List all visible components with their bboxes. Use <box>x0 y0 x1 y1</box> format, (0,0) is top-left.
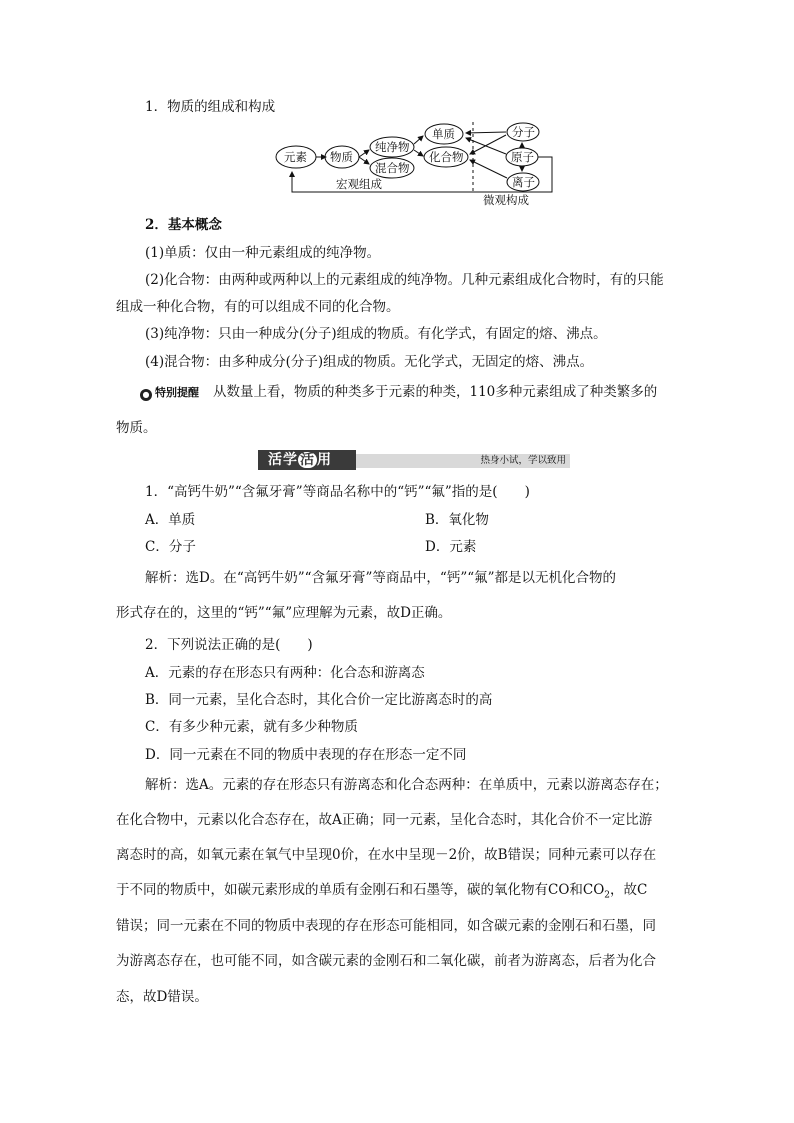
label-hunhewu: 混合物 <box>375 161 410 175</box>
banner-subtitle: 热身小试，学以致用 <box>480 455 566 466</box>
label-huahewu: 化合物 <box>429 150 464 164</box>
option-a: A．元素的存在形态只有两种：化合态和游离态 <box>145 665 425 681</box>
composition-diagram <box>270 120 560 208</box>
tip-icon: ● <box>140 389 152 401</box>
tip-label: 特别提醒 <box>155 386 199 399</box>
section-title: 2．基本概念 <box>145 217 222 233</box>
banner-title-hi: 活 <box>300 452 315 468</box>
option-b: B．同一元素，呈化合态时，其化合价一定比游离态时的高 <box>145 692 493 708</box>
co2-subscript: 2 <box>604 890 611 901</box>
concept-item: (3)纯净物：只由一种成分(分子)组成的物质。有化学式，有固定的熔、沸点。 <box>145 326 607 342</box>
concept-item: 组成一种化合物，有的可以组成不同的化合物。 <box>116 299 400 315</box>
label-fenzi: 分子 <box>512 125 535 139</box>
option-c: C．分子 <box>145 539 196 555</box>
label-chunjingwu: 纯净物 <box>375 140 410 154</box>
analysis-text-part: 于不同的物质中，如碳元素形成的单质有金刚石和石墨等，碳的氧化物有CO和CO <box>116 882 605 898</box>
analysis-text: 形式存在的，这里的“钙”“氟”应理解为元素，故D正确。 <box>116 605 452 621</box>
option-b: B．氧化物 <box>425 512 489 528</box>
analysis-text: 为游离态存在，也可能不同，如含碳元素的金刚石和二氧化碳，前者为游离态，后者为化合 <box>116 953 656 969</box>
concept-item: (1)单质：仅由一种元素组成的纯净物。 <box>145 245 381 261</box>
analysis-text: 在化合物中，元素以化合态存在，故A正确；同一元素，呈化合态时，其化合价不一定比游 <box>116 812 653 828</box>
tip-text-cont: 物质。 <box>116 420 157 436</box>
analysis-text <box>116 878 647 901</box>
option-d: D．同一元素在不同的物质中表现的存在形态一定不同 <box>145 747 467 763</box>
analysis-text-part: ，故C <box>610 882 648 898</box>
option-d: D．元素 <box>425 539 477 555</box>
analysis-text: 解析：选D。在“高钙牛奶”“含氟牙膏”等商品中，“钙”“氟”都是以无机化合物的 <box>145 570 617 586</box>
label-weiguan: 微观构成 <box>483 193 529 207</box>
question-stem: 2．下列说法正确的是( ) <box>145 637 313 653</box>
analysis-text: 态，故D错误。 <box>116 989 208 1005</box>
analysis-text: 离态时的高，如氧元素在氧气中呈现0价，在水中呈现－2价，故B错误；同种元素可以存在 <box>116 847 657 863</box>
label-yuanzi: 原子 <box>511 150 534 164</box>
option-c: C．有多少种元素，就有多少种物质 <box>145 719 358 735</box>
banner-title <box>258 450 356 470</box>
banner-title-b: 用 <box>317 452 332 468</box>
tip-text: 从数量上看，物质的种类多于元素的种类，110多种元素组成了种类繁多的 <box>213 384 658 400</box>
label-wuzhi: 物质 <box>330 150 353 164</box>
label-lizi: 离子 <box>512 175 535 189</box>
question-stem: 1．“高钙牛奶”“含氟牙膏”等商品名称中的“钙”“氟”指的是( ) <box>145 484 530 500</box>
special-tip <box>140 380 657 401</box>
label-hongguan: 宏观组成 <box>336 177 382 191</box>
concept-item: (2)化合物：由两种或两种以上的元素组成的纯净物。几种元素组成化合物时，有的只能 <box>145 272 664 288</box>
section-title: 1．物质的组成和构成 <box>145 99 276 115</box>
label-yuansu: 元素 <box>284 150 307 164</box>
analysis-text: 错误；同一元素在不同的物质中表现的存在形态可能相同，如含碳元素的金刚石和石墨，同 <box>116 918 656 934</box>
label-danzhi: 单质 <box>432 127 455 141</box>
concept-item: (4)混合物：由多种成分(分子)组成的物质。无化学式，无固定的熔、沸点。 <box>145 354 594 370</box>
analysis-text: 解析：选A。元素的存在形态只有游离态和化合态两种：在单质中，元素以游离态存在； <box>145 777 668 793</box>
banner-title-a: 活学 <box>268 452 298 468</box>
option-a: A．单质 <box>145 512 196 528</box>
practice-banner <box>258 450 570 470</box>
